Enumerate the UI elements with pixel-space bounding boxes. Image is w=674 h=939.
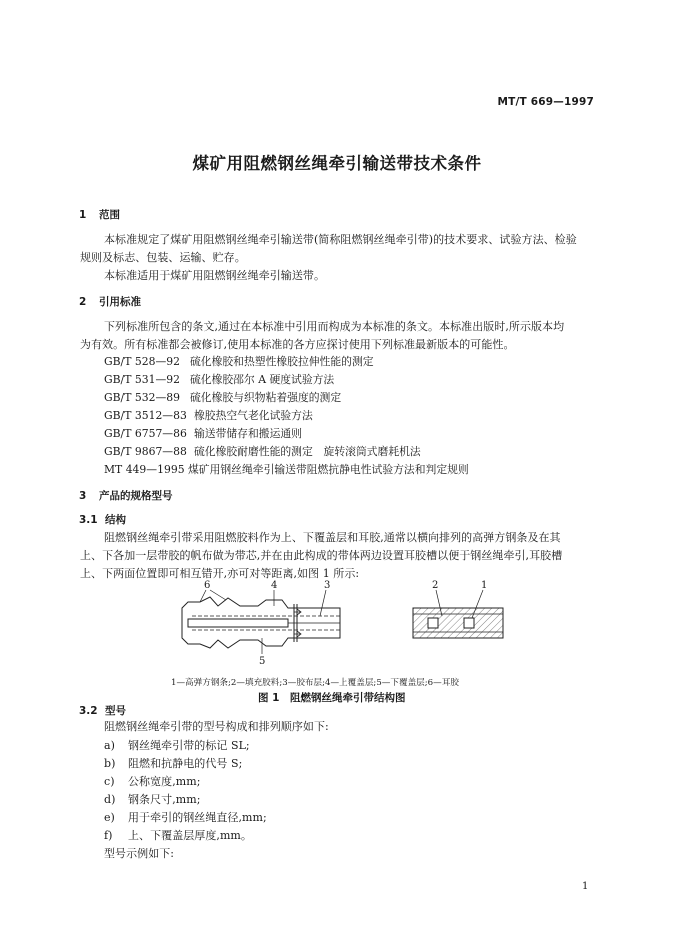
list-text: 公称宽度,mm; (128, 775, 201, 788)
reference-item (104, 462, 469, 477)
label-1: 1 (481, 580, 488, 591)
reference-name: 硫化橡胶耐磨性能的测定 旋转滚筒式磨耗机法 (194, 445, 421, 458)
list-marker: e) (104, 811, 115, 824)
document-title: 煤矿用阻燃钢丝绳牵引输送带技术条件 (192, 154, 482, 173)
subsection-3-1-para-line3: 上、下两面位置即可相互错开,亦可对等距离,如图 1 所示: (80, 567, 360, 580)
list-text: 钢丝绳牵引带的标记 SL; (128, 739, 250, 752)
subsection-3-1-para-line2: 上、下各加一层带胶的帆布做为带芯,并在由此构成的带体两边设置耳胶槽以便于钢丝绳牵引,耳胶槽 (80, 549, 563, 562)
list-text: 钢条尺寸,mm; (128, 793, 201, 806)
reference-code: GB/T 532—89 (104, 391, 180, 404)
label-5: 5 (259, 656, 266, 667)
subsection-3-2-intro: 阻燃钢丝绳牵引带的型号构成和排列顺序如下: (104, 720, 329, 733)
reference-name: 橡胶热空气老化试验方法 (194, 409, 313, 422)
section-2-para-line1: 下列标准所包含的条文,通过在本标准中引用而构成为本标准的条文。本标准出版时,所示版本均 (104, 320, 565, 333)
label-3: 3 (324, 580, 331, 591)
reference-name: 硫化橡胶与织物粘着强度的测定 (190, 391, 342, 404)
reference-code: GB/T 531—92 (104, 373, 180, 386)
list-item (104, 737, 250, 756)
list-marker: c) (104, 775, 115, 788)
reference-item (104, 372, 334, 387)
figure-legend: 1—高弹方钢条;2—填充胶料;3—胶布层;4—上覆盖层;5—下覆盖层;6—耳胶 (171, 678, 459, 688)
label-2: 2 (432, 580, 439, 591)
subsection-3-1-heading (79, 512, 126, 527)
page-number: 1 (582, 881, 589, 892)
belt-structure-figure (170, 576, 510, 668)
list-item (104, 827, 252, 846)
list-item (104, 809, 267, 828)
section-title: 产品的规格型号 (99, 490, 173, 502)
standard-number: MT/T 669—1997 (497, 96, 594, 108)
section-2-para-line2: 为有效。所有标准都会被修订,使用本标准的各方应探讨使用下列标准最新版本的可能性。 (80, 338, 515, 351)
reference-name: 输送带储存和搬运通则 (194, 427, 302, 440)
label-6: 6 (204, 580, 211, 591)
list-text: 用于牵引的钢丝绳直径,mm; (128, 811, 267, 824)
section-title: 引用标准 (99, 296, 141, 308)
figure-caption: 图 1 阻燃钢丝绳牵引带结构图 (258, 692, 406, 704)
steel-bar-core (188, 619, 288, 627)
list-item (104, 791, 200, 810)
subsection-number: 3.2 (79, 705, 98, 717)
list-marker: b) (104, 757, 116, 770)
reference-item (104, 408, 313, 423)
reference-item (104, 426, 302, 441)
reference-code: MT 449—1995 (104, 463, 185, 476)
section-2-heading (79, 294, 141, 309)
filler-rubber-area (413, 608, 503, 638)
reference-code: GB/T 6757—86 (104, 427, 187, 440)
reference-item (104, 390, 341, 405)
section-1-para2: 本标准适用于煤矿用阻燃钢丝绳牵引输送带。 (104, 269, 325, 282)
subsection-title: 型号 (105, 705, 126, 717)
section-1-para1-line1: 本标准规定了煤矿用阻燃钢丝绳牵引输送带(简称阻燃钢丝绳牵引带)的技术要求、试验方法、检验 (104, 233, 577, 246)
list-marker: d) (104, 793, 116, 806)
subsection-title: 结构 (105, 514, 126, 526)
reference-name: 硫化橡胶邵尔 A 硬度试验方法 (190, 373, 335, 386)
section-3-heading (79, 488, 173, 503)
reference-code: GB/T 528—92 (104, 355, 180, 368)
reference-item (104, 354, 374, 369)
section-1-para1-line2: 规则及标志、包装、运输、贮存。 (80, 251, 246, 264)
reference-name: 煤矿用钢丝绳牵引输送带阻燃抗静电性试验方法和判定规则 (188, 463, 469, 476)
section-1-heading (79, 207, 120, 222)
section-title: 范围 (99, 209, 120, 221)
example-intro: 型号示例如下: (104, 847, 175, 860)
section-number: 2 (79, 296, 87, 308)
leader-line-3 (320, 590, 326, 616)
steel-bar-section (428, 618, 438, 628)
reference-code: GB/T 3512—83 (104, 409, 187, 422)
reference-code: GB/T 9867—88 (104, 445, 187, 458)
ear-rubber-outline (182, 597, 340, 648)
reference-name: 硫化橡胶和热塑性橡胶拉伸性能的测定 (190, 355, 374, 368)
list-marker: a) (104, 739, 115, 752)
reference-item (104, 444, 421, 459)
section-number: 3 (79, 490, 87, 502)
steel-bar-section (464, 618, 474, 628)
label-4: 4 (271, 580, 278, 591)
list-item (104, 773, 200, 792)
list-marker: f) (104, 829, 113, 842)
list-item (104, 755, 242, 774)
subsection-number: 3.1 (79, 514, 98, 526)
list-text: 阻燃和抗静电的代号 S; (128, 757, 243, 770)
subsection-3-1-para-line1: 阻燃钢丝绳牵引带采用阻燃胶料作为上、下覆盖层和耳胶,通常以横向排列的高弹方钢条及在其 (104, 531, 561, 544)
subsection-3-2-heading (79, 703, 126, 718)
section-number: 1 (79, 209, 87, 221)
list-text: 上、下覆盖层厚度,mm。 (128, 829, 252, 842)
leader-line-6 (210, 590, 226, 600)
